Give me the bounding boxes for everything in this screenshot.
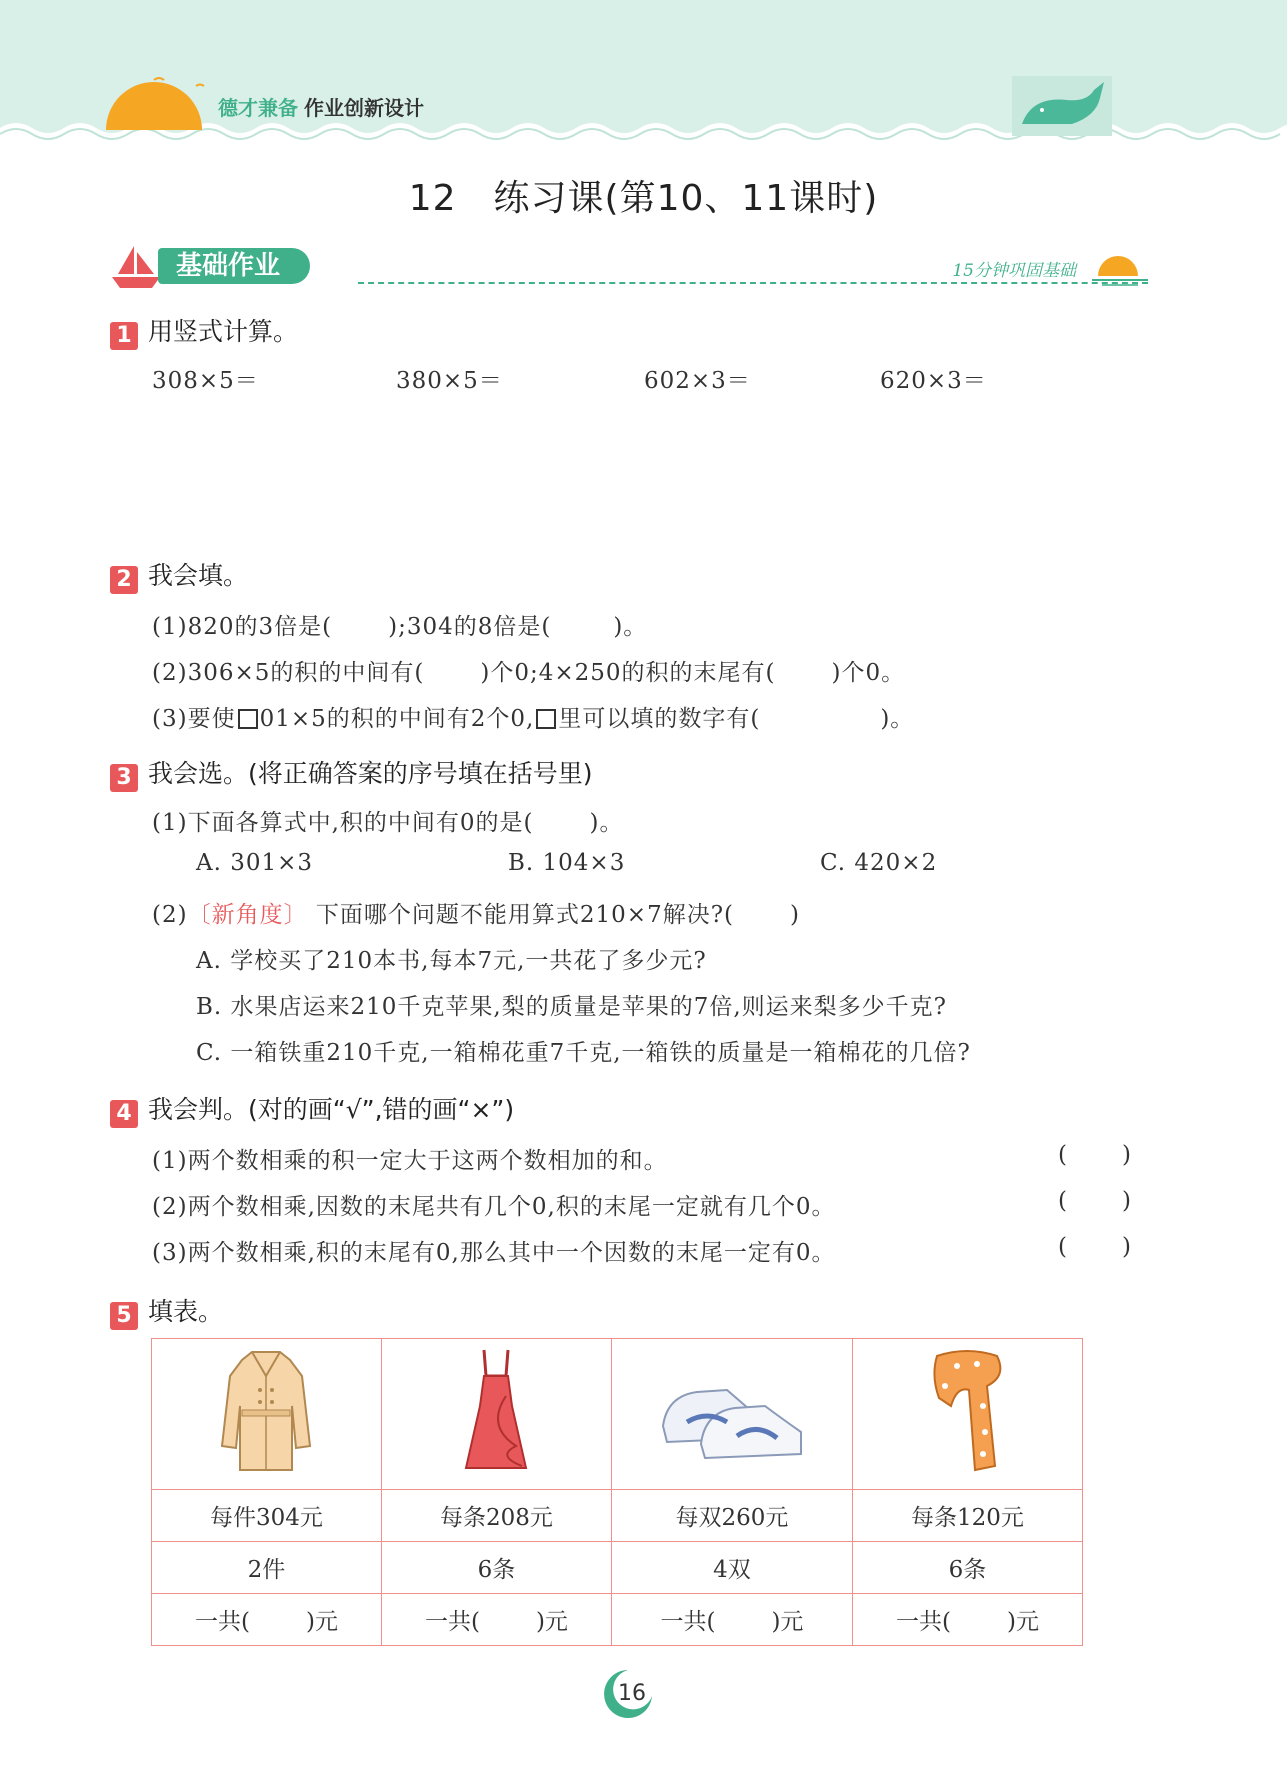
total-cell <box>381 1594 611 1646</box>
section-divider <box>358 282 1148 284</box>
price-cell: 每条208元 <box>381 1490 611 1542</box>
q2-line-1 <box>152 608 647 641</box>
total-text-b: )元 <box>305 1609 338 1635</box>
q3-sub-1 <box>152 804 623 837</box>
blank-square <box>238 709 258 729</box>
quantity-cell: 2件 <box>152 1542 382 1594</box>
q1-number: 1 <box>110 322 138 350</box>
q3-s2-option-c: C. 一箱铁重210千克,一箱棉花重7千克,一箱铁的质量是一箱棉花的几倍? <box>196 1040 971 1066</box>
quantity-cell: 6条 <box>852 1542 1082 1594</box>
coat-cell <box>152 1339 382 1490</box>
section-time-note: 15分钟巩固基础 <box>952 261 1076 281</box>
q4-paren-2 <box>1058 1188 1132 1214</box>
total-text-b: )元 <box>771 1609 804 1635</box>
q2-l3-text-c: 里可以填的数字有( <box>558 706 761 732</box>
table-row <box>152 1490 1083 1542</box>
q1-item-3: 602×3＝ <box>644 368 751 394</box>
q3-number: 3 <box>110 764 138 792</box>
q4-title: 我会判。(对的画“√”,错的画“×”) <box>148 1095 515 1124</box>
price-cell: 每条120元 <box>852 1490 1082 1542</box>
table-row <box>152 1542 1083 1594</box>
total-text-a: 一共( <box>424 1609 480 1635</box>
q3-s2-option-b: B. 水果店运来210千克苹果,梨的质量是苹果的7倍,则运来梨多少千克? <box>196 994 948 1020</box>
q1-item-2: 380×5＝ <box>396 368 503 394</box>
paren-close: ) <box>1121 1142 1132 1168</box>
brand-dark: 作业创新设计 <box>304 96 424 120</box>
price-cell: 每件304元 <box>152 1490 382 1542</box>
blank-square <box>536 709 556 729</box>
q2-l2-text-c: )个0。 <box>831 660 906 686</box>
sunset-icon <box>1092 248 1148 288</box>
q3-s1-option-b: B. 104×3 <box>508 850 626 876</box>
page-number-text: 16 <box>618 1681 646 1706</box>
q2-l3-text-d: )。 <box>880 706 915 732</box>
q2-line-2 <box>152 654 905 687</box>
total-cell <box>852 1594 1082 1646</box>
total-text-a: 一共( <box>195 1609 250 1635</box>
page-number <box>600 1666 656 1722</box>
total-cell <box>152 1594 382 1646</box>
paren-open: ( <box>1058 1188 1068 1214</box>
quantity-cell: 6条 <box>381 1542 611 1594</box>
dress-icon <box>456 1346 536 1476</box>
boat-icon <box>112 244 162 290</box>
q3-title: 我会选。(将正确答案的序号填在括号里) <box>148 759 593 788</box>
table-row <box>152 1339 1083 1490</box>
q2-l1-text-a: (1)820的3倍是( <box>152 614 333 640</box>
q5-number: 5 <box>110 1302 138 1330</box>
q2-l3-text-b: 01×5的积的中间有2个0, <box>259 706 535 732</box>
q1-item-4: 620×3＝ <box>880 368 987 394</box>
brand-title <box>218 92 424 121</box>
q2-l2-text-b: )个0;4×250的积的末尾有( <box>480 660 776 686</box>
q4-item-2: (2)两个数相乘,因数的末尾共有几个0,积的末尾一定就有几个0。 <box>152 1194 836 1220</box>
fill-table <box>151 1338 1083 1646</box>
table-row <box>152 1594 1083 1646</box>
q1-heading <box>110 312 298 350</box>
q2-l3-text-a: (3)要使 <box>152 706 236 732</box>
paren-open: ( <box>1058 1142 1068 1168</box>
paren-open: ( <box>1058 1234 1068 1260</box>
dress-cell <box>381 1339 611 1490</box>
section-label: 基础作业 <box>158 248 310 284</box>
q2-title: 我会填。 <box>148 561 249 590</box>
q4-paren-3 <box>1058 1234 1132 1260</box>
q2-heading <box>110 556 248 594</box>
q5-heading <box>110 1292 223 1330</box>
scarf-icon <box>917 1346 1017 1476</box>
q3-sub-2 <box>152 896 800 929</box>
q2-l2-text-a: (2)306×5的积的中间有( <box>152 660 425 686</box>
total-text-b: )元 <box>1006 1609 1039 1635</box>
quantity-cell: 4双 <box>611 1542 852 1594</box>
q1-title: 用竖式计算。 <box>148 317 299 346</box>
total-text-a: 一共( <box>660 1609 716 1635</box>
q2-l1-text-b: );304的8倍是( <box>388 614 552 640</box>
paren-close: ) <box>1121 1188 1132 1214</box>
total-text-b: )元 <box>535 1609 568 1635</box>
total-text-a: 一共( <box>896 1609 951 1635</box>
lesson-title: 12 练习课(第10、11课时) <box>408 178 879 219</box>
q2-number: 2 <box>110 566 138 594</box>
scarf-cell <box>852 1339 1082 1490</box>
paren-close: ) <box>1121 1234 1132 1260</box>
q3-heading <box>110 754 593 792</box>
q4-heading <box>110 1090 514 1128</box>
q3-s2-option-a: A. 学校买了210本书,每本7元,一共花了多少元? <box>196 948 707 974</box>
q3-s2-prefix: (2) <box>152 902 188 928</box>
shoes-cell <box>611 1339 852 1490</box>
q3-s1-text: (1)下面各算式中,积的中间有0的是( <box>152 810 534 836</box>
q3-s2-end: ) <box>790 902 800 928</box>
q3-s1-option-a: A. 301×3 <box>196 850 314 876</box>
q4-item-1: (1)两个数相乘的积一定大于这两个数相加的和。 <box>152 1148 668 1174</box>
q4-paren-1 <box>1058 1142 1132 1168</box>
q1-item-1: 308×5＝ <box>152 368 259 394</box>
total-cell <box>611 1594 852 1646</box>
q2-l1-text-c: )。 <box>613 614 648 640</box>
brand-green: 德才兼备 <box>218 96 298 120</box>
price-cell: 每双260元 <box>611 1490 852 1542</box>
whale-icon <box>1012 76 1112 136</box>
q3-s2-text: 下面哪个问题不能用算式210×7解决?( <box>315 902 735 928</box>
q5-title: 填表。 <box>148 1297 224 1326</box>
shoes-icon <box>657 1356 807 1466</box>
q4-item-3: (3)两个数相乘,积的末尾有0,那么其中一个因数的末尾一定有0。 <box>152 1240 836 1266</box>
section-bar <box>108 244 1148 294</box>
new-angle-tag: 〔新角度〕 <box>187 902 308 928</box>
q3-s1-option-c: C. 420×2 <box>820 850 938 876</box>
q4-number: 4 <box>110 1100 138 1128</box>
q2-line-3 <box>152 700 914 733</box>
coat-icon <box>216 1346 316 1476</box>
sun-icon <box>104 72 214 132</box>
q3-s1-end: )。 <box>589 810 624 836</box>
